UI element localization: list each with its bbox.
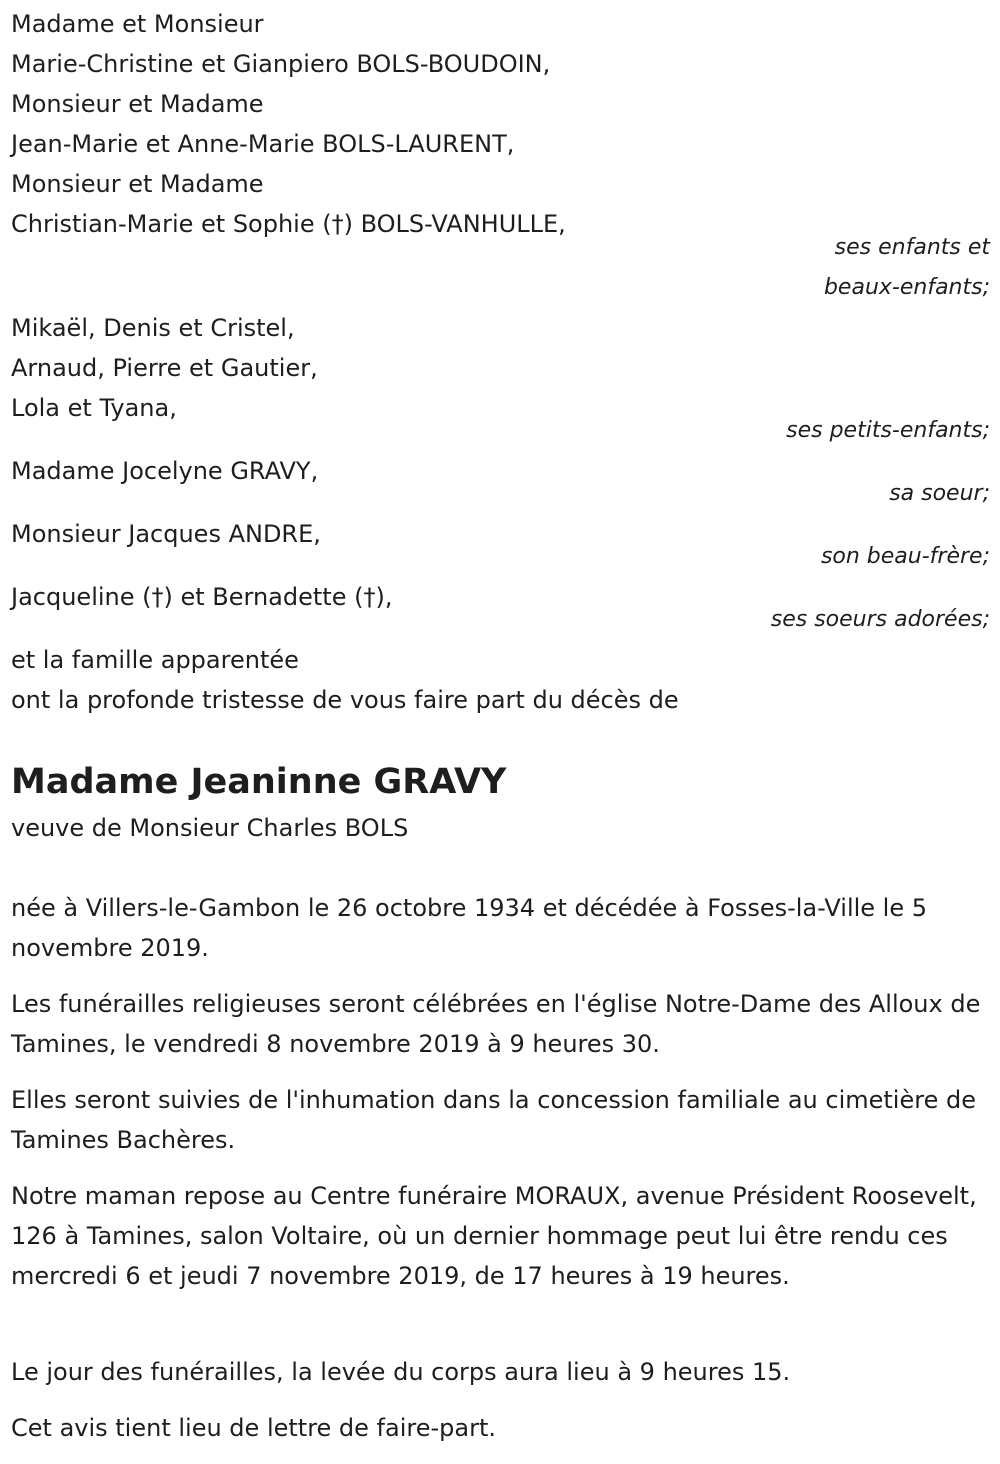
- couple-1-title: Madame et Monsieur: [11, 10, 264, 38]
- sister-name: Madame Jocelyne GRAVY,: [11, 457, 319, 485]
- brother-in-law-relation: son beau-frère;: [820, 544, 990, 569]
- couple-2-title: Monsieur et Madame: [11, 90, 264, 118]
- children-relation-line-2: beaux-enfants;: [823, 275, 990, 300]
- grandchildren-line-1: Mikaël, Denis et Cristel,: [11, 314, 295, 342]
- cross-icon: †: [363, 583, 376, 611]
- brother-in-law-name: Monsieur Jacques ANDRE,: [11, 520, 321, 548]
- extended-family: et la famille apparentée: [11, 646, 299, 674]
- grandchildren-line-2: Arnaud, Pierre et Gautier,: [11, 354, 318, 382]
- cross-icon: †: [331, 210, 344, 238]
- grandchildren-relation: ses petits-enfants;: [786, 418, 990, 443]
- burial-paragraph: Elles seront suivies de l'inhumation dans la concession familiale au cimetière de Tamines Bachères.: [11, 1086, 976, 1154]
- sister-relation: sa soeur;: [889, 481, 990, 506]
- couple-3-names-before: Christian-Marie et Sophie (: [11, 210, 332, 238]
- cross-icon: †: [151, 583, 164, 611]
- couple-3-names: [11, 204, 566, 244]
- grandchildren-line-3: Lola et Tyana,: [11, 394, 177, 422]
- sisters-part-1: Jacqueline (: [11, 583, 152, 611]
- sisters-names: [11, 577, 392, 617]
- couple-2-names: Jean-Marie et Anne-Marie BOLS-LAURENT,: [11, 130, 515, 158]
- deceased-name: Madame Jeaninne GRAVY: [11, 762, 507, 802]
- funeral-paragraph: Les funérailles religieuses seront célébrées en l'église Notre-Dame des Alloux de Tamines, le vendredi 8 novembre 2019 à 9 heures 30.: [11, 990, 981, 1058]
- children-relation-line-1: ses enfants et: [834, 235, 990, 260]
- sisters-part-3: ),: [375, 583, 393, 611]
- levee-paragraph: Le jour des funérailles, la levée du corps aura lieu à 9 heures 15.: [11, 1358, 791, 1386]
- announcement-text: ont la profonde tristesse de vous faire part du décès de: [11, 686, 679, 714]
- couple-1-names: Marie-Christine et Gianpiero BOLS-BOUDOIN,: [11, 50, 551, 78]
- couple-3-title: Monsieur et Madame: [11, 170, 264, 198]
- sisters-part-2: ) et Bernadette (: [163, 583, 364, 611]
- widow-of: veuve de Monsieur Charles BOLS: [11, 814, 409, 842]
- viewing-paragraph: Notre maman repose au Centre funéraire MORAUX, avenue Président Roosevelt, 126 à Tamines, salon Voltaire, où un dernier hommage peut lui être rendu ces mercredi 6 et jeudi 7 novembre 2019, de 17 heures à 19 heures.: [11, 1182, 977, 1290]
- couple-3-names-after: ) BOLS-VANHULLE,: [343, 210, 566, 238]
- closing-paragraph: Cet avis tient lieu de lettre de faire-part.: [11, 1414, 496, 1442]
- birth-death-paragraph: née à Villers-le-Gambon le 26 octobre 1934 et décédée à Fosses-la-Ville le 5 novembre 2019.: [11, 894, 928, 962]
- sisters-relation: ses soeurs adorées;: [770, 607, 990, 632]
